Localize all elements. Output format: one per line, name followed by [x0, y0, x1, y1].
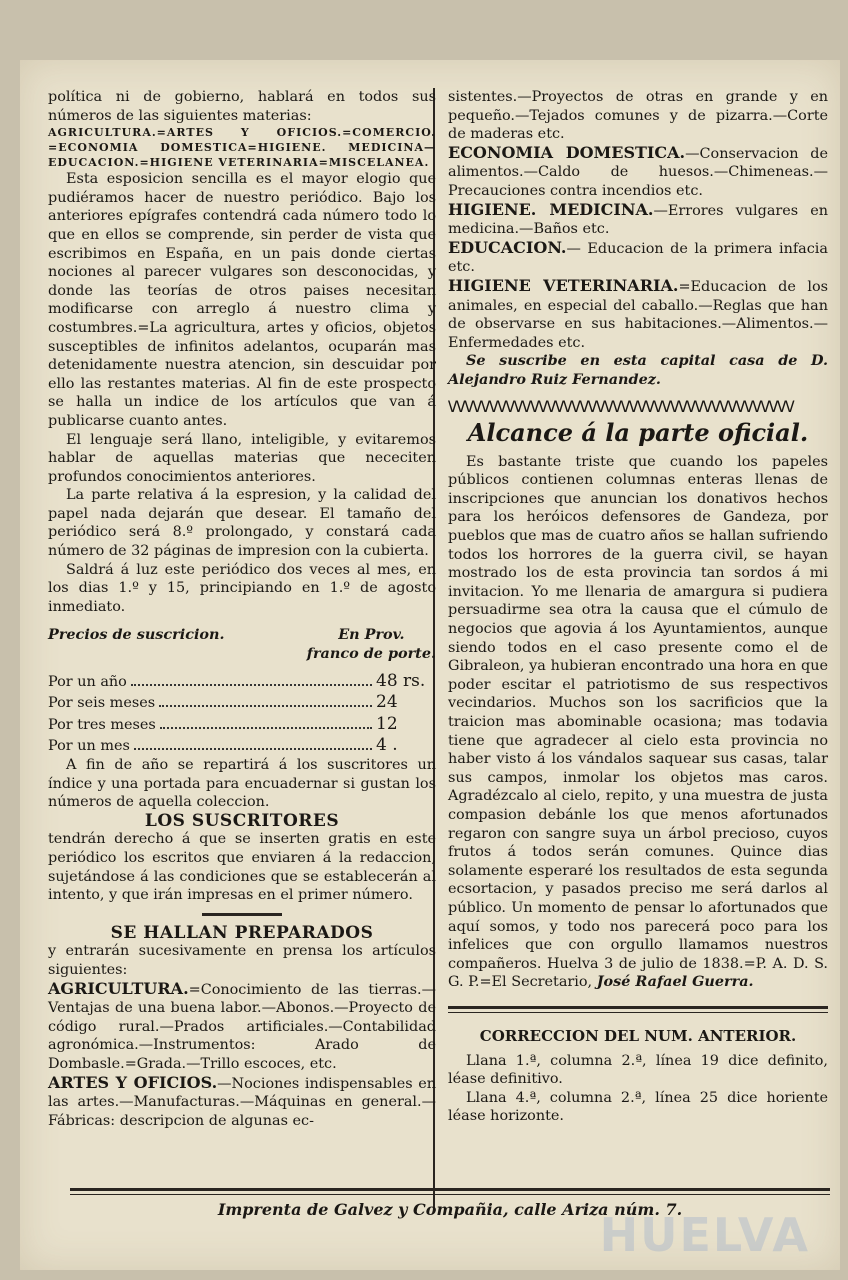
paragraph-lenguaje: El lenguaje será llano, inteligible, y evitaremos hablar de aquellas materias que nececiten profundos conocimientos anteriores. [48, 431, 436, 485]
prices-col2: franco de porte. [306, 645, 436, 663]
veterinaria-entry [448, 277, 828, 352]
artes-text: —Nociones indispensables en las artes.—Manufacturas.—Máquinas en general.— Fábricas: descripcion de algunas ec- [48, 1075, 436, 1129]
footer-rule [70, 1188, 830, 1195]
price-row [48, 736, 436, 756]
price-label: Por tres meses [48, 716, 156, 733]
higiene-heading: HIGIENE. MEDICINA. [448, 199, 654, 219]
correccion-heading: CORRECCION DEL NUM. ANTERIOR. [479, 1026, 797, 1045]
artes-entry [48, 1074, 436, 1131]
price-value: 12 [376, 713, 398, 734]
paragraph-indice: A fin de año se repartirá á los suscritores un índice y una portada para encuadernar si gustan los números de aquella coleccion. [48, 757, 436, 811]
economia-text: —Conservacion de alimentos.—Caldo de huesos.—Chimeneas.—Precauciones contra incendios etc. [448, 145, 828, 199]
price-label: Por seis meses [48, 695, 156, 712]
alcance-text [448, 453, 828, 992]
price-row [48, 715, 436, 735]
double-divider [448, 1006, 828, 1013]
veterinaria-heading: HIGIENE VETERINARIA. [448, 275, 679, 295]
economia-heading: ECONOMIA DOMESTICA. [448, 142, 686, 162]
topics-list: AGRICULTURA.=ARTES Y OFICIOS.=COMERCIO. =ECONOMIA DOMESTICA=HIGIENE. MEDICINA—EDUCACION.=HIGIENE VETERINARIA=MISCELANEA. [48, 126, 436, 170]
short-divider [202, 913, 282, 916]
left-column [48, 88, 436, 1130]
prices-label: Precios de suscricion. [48, 626, 225, 644]
price-value: 4 . [376, 735, 398, 756]
suscritores-heading: LOS SUSCRITORES [144, 810, 340, 831]
correccion-line-1: Llana 1.ª, columna 2.ª, línea 19 dice definito, léase definitivo. [448, 1052, 828, 1088]
paragraph-saldra: Saldrá á luz este periódico dos veces al mes, en los dias 1.º y 15, principiando en 1.º de agosto inmediato. [48, 561, 436, 615]
price-row [48, 693, 436, 713]
educacion-text: — Educacion de la primera infacia etc. [448, 240, 828, 276]
preparados-heading: SE HALLAN PREPARADOS [110, 922, 374, 943]
price-label: Por un año [48, 673, 127, 690]
agricultura-text: =Conocimiento de las tierras.—Ventajas de una buena labor.—Abonos.—Proyecto de código rural.—Prados artificiales.—Contabilidad agronómica.—Instrumentos: Arado de Dombasle.=Grada.—Trillo escoces, etc. [48, 981, 436, 1072]
agricultura-entry [48, 980, 436, 1074]
educacion-heading: EDUCACION. [448, 237, 567, 257]
paragraph-parte-relativa: La parte relativa á la espresion, y la calidad del papel nada dejarán que desear. El tamaño del periódico será 8.º prolongado, y constará cada número de 32 páginas de impresion con la cubierta. [48, 487, 436, 560]
paragraph-preparados: y entrarán sucesivamente en prensa los artículos siguientes: [48, 943, 436, 978]
veterinaria-text: =Educacion de los animales, en especial del caballo.—Reglas que han de observarse en sus habitaciones.—Alimentos.—Enfermedades etc. [448, 278, 828, 351]
archive-watermark: HUELVA [599, 1208, 810, 1262]
paragraph-sistentes: sistentes.—Proyectos de otras en grande y en pequeño.—Tejados comunes y de pizarra.—Corte de maderas etc. [448, 89, 828, 143]
right-column [448, 88, 828, 1126]
suscribe-note: Se suscribe en esta capital casa de D. Alejandro Ruiz Fernandez. [448, 352, 828, 388]
alcance-title: Alcance á la parte oficial. [467, 418, 809, 448]
zigzag-divider: \/\/\/\/\/\/\/\/\/\/\/\/\/\/\/\/\/\/\/\/\/\/\/\/\/\/\/\/\/\/\/\/\/\/\/\/\/\/\/\/\/\/ [448, 398, 794, 415]
agricultura-heading: AGRICULTURA. [48, 978, 189, 998]
price-value: 24 [376, 692, 398, 713]
economia-entry [448, 144, 828, 201]
prices-col1: En Prov. [338, 626, 405, 644]
paragraph-suscritores: tendrán derecho á que se inserten gratis en este periódico los escritos que enviaren á la redaccion, sujetándose á las condiciones que se establecerán al intento, y que irán impresas en el primer número. [48, 831, 436, 904]
paragraph-esposicion: Esta esposicion sencilla es el mayor elogio que pudiéramos hacer de nuestro periódico. Bajo los anteriores epígrafes contendrá cada número todo lo que en ellos se comprende, sin perder de vista que escribimos en España, en un pais donde ciertas nociones al parecer vulgares son desconocidas, y donde las teorías de otros paises necesitan modificarse con arreglo á nuestro clima y costumbres.=La agricultura, artes y oficios, objetos susceptibles de infinitos adelantos, ocuparán mas detenidamente nuestra atencion, sin descuidar por ello las restantes materias. Al fin de este prospecto se halla un indice de los artículos que van á publicarse cuanto antes. [48, 171, 436, 429]
signature: José Rafael Guerra. [596, 973, 754, 991]
intro-paragraph: política ni de gobierno, hablará en todos sus números de las siguientes materias: [48, 89, 436, 124]
price-value: 48 rs. [376, 670, 426, 691]
higiene-entry [448, 201, 828, 239]
artes-heading: ARTES Y OFICIOS. [48, 1072, 218, 1092]
imprint-footer: Imprenta de Galvez y Compañia, calle Ariza núm. 7. [217, 1200, 683, 1219]
prices-header [48, 626, 436, 663]
higiene-text: —Errores vulgares en medicina.—Baños etc. [448, 202, 828, 238]
educacion-entry [448, 239, 828, 277]
alcance-body: Es bastante triste que cuando los papeles públicos contienen columnas enteras llenas de inscripciones que anuncian los donativos hechos para los heróicos defensores de Gandeza, por pueblos que mas de cuatro años se hallan sufriendo todos los horrores de la guerra civil, se hayan mostrado los de esta provincia tan sordos á mi invitacion. Yo me llenaria de amargura si pudiera persuadirme sea otra la causa que el cúmulo de negocios que agovia á los Ayuntamientos, aunque siendo todos en el caso presente como el de Gibraleon, ya hubieran encontrado una hora en que poder escitar el patriotismo de sus respectivos vecindarios. Muchos son los sacrificios que la traicion mas abominable ocasiona; mas todavia tiene que agradecer al cielo esta provincia no haber visto á los vándalos saquear sus casas, talar sus campos, inmolar los objetos mas caros. Agradézcalo al cielo, repito, y una muestra de justa compasion debánle los que menos afortunados regaron con sangre suya un árbol precioso, cuyos frutos á todos serán comunes. Quince dias solamente esperaré los resultados de esta segunda ecsortacion, y pasados preciso me será darlos al público. Un momento de pensar lo afortunados que aquí somos, y todo nos parecerá poco para los infelices que con orgullo llamamos nuestros compañeros. Huelva 3 de julio de 1838.=P. A. D. S. G. P.=El Secretario, [448, 453, 828, 991]
correccion-line-2: Llana 4.ª, columna 2.ª, línea 25 dice horiente léase horizonte. [448, 1089, 828, 1125]
newspaper-page [20, 60, 840, 1270]
price-label: Por un mes [48, 738, 130, 755]
price-row [48, 672, 436, 692]
